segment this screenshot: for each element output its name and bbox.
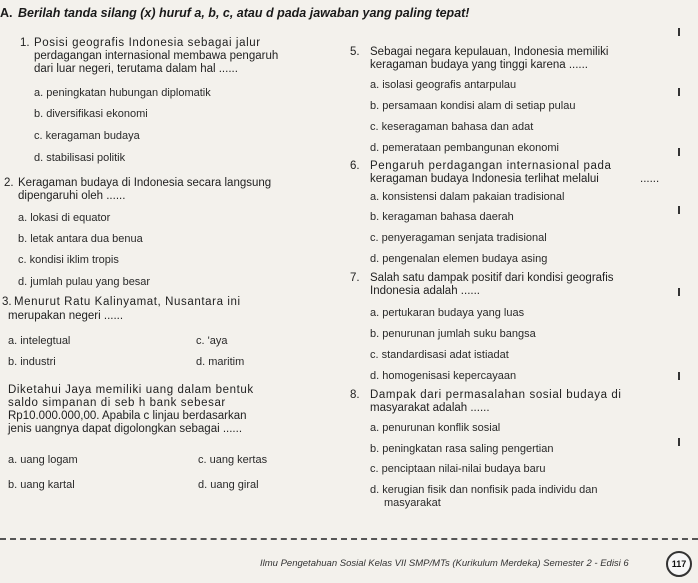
question-1-option-a[interactable]: a. peningkatan hubungan diplomatik	[34, 87, 211, 99]
question-8-option-d[interactable]: d. kerugian fisik dan nonfisik pada individu dan	[370, 484, 598, 496]
question-4-line-1: Diketahui Jaya memiliki uang dalam bentuk	[8, 384, 254, 396]
margin-mark	[678, 288, 680, 296]
question-number-7: 7.	[350, 272, 360, 284]
question-7-option-b[interactable]: b. penurunan jumlah suku bangsa	[370, 328, 536, 340]
margin-mark	[678, 28, 680, 36]
question-3-option-c[interactable]: c. 'aya	[196, 335, 228, 347]
margin-mark	[678, 372, 680, 380]
question-6-option-b[interactable]: b. keragaman bahasa daerah	[370, 211, 514, 223]
question-2-option-b[interactable]: b. letak antara dua benua	[18, 233, 143, 245]
footer-text: Ilmu Pengetahuan Sosial Kelas VII SMP/MTs (Kurikulum Merdeka) Semester 2 - Edisi 6	[260, 558, 629, 569]
question-2-line-2: dipengaruhi oleh ......	[18, 190, 126, 202]
page-number: 117	[666, 551, 692, 577]
margin-mark	[678, 148, 680, 156]
question-5-line-1: Sebagai negara kepulauan, Indonesia memiliki	[370, 46, 609, 58]
question-5-option-b[interactable]: b. persamaan kondisi alam di setiap pulau	[370, 100, 576, 112]
question-6-option-a[interactable]: a. konsistensi dalam pakaian tradisional	[370, 191, 565, 203]
question-6-line-3: ......	[640, 173, 660, 185]
question-8-line-1: Dampak dari permasalahan sosial budaya di	[370, 389, 622, 401]
question-1-line-2: perdagangan internasional membawa pengaruh	[34, 50, 279, 62]
question-3-line-1: Menurut Ratu Kalinyamat, Nusantara ini	[14, 296, 241, 308]
question-7-option-c[interactable]: c. standardisasi adat istiadat	[370, 349, 509, 361]
question-number-8: 8.	[350, 389, 360, 401]
question-8-option-d-continued: masyarakat	[384, 497, 441, 509]
question-2-option-d[interactable]: d. jumlah pulau yang besar	[18, 276, 151, 288]
question-6-option-d[interactable]: d. pengenalan elemen budaya asing	[370, 253, 548, 265]
margin-mark	[678, 206, 680, 214]
question-3-option-b[interactable]: b. industri	[8, 356, 56, 368]
question-7-line-1: Salah satu dampak positif dari kondisi geografis	[370, 272, 614, 284]
question-1-option-c[interactable]: c. keragaman budaya	[34, 130, 140, 142]
question-4-option-b[interactable]: b. uang kartal	[8, 479, 75, 491]
question-number-6: 6.	[350, 160, 360, 172]
question-2-option-c[interactable]: c. kondisi iklim tropis	[18, 254, 119, 266]
question-number-5: 5.	[350, 46, 360, 58]
section-instruction: Berilah tanda silang (x) huruf a, b, c, atau d pada jawaban yang paling tepat!	[18, 6, 470, 20]
question-4-option-c[interactable]: c. uang kertas	[198, 454, 268, 466]
footer-separator	[0, 538, 698, 540]
question-1-line-1: Posisi geografis Indonesia sebagai jalur	[34, 37, 261, 49]
question-8-option-c[interactable]: c. penciptaan nilai-nilai budaya baru	[370, 463, 546, 475]
question-5-option-a[interactable]: a. isolasi geografis antarpulau	[370, 79, 517, 91]
question-6-option-c[interactable]: c. penyeragaman senjata tradisional	[370, 232, 547, 244]
question-1-option-d[interactable]: d. stabilisasi politik	[34, 152, 126, 164]
section-letter: A.	[0, 6, 13, 20]
question-6-line-2: keragaman budaya Indonesia terlihat melalui	[370, 173, 599, 185]
question-7-option-a[interactable]: a. pertukaran budaya yang luas	[370, 307, 525, 319]
margin-mark	[678, 88, 680, 96]
question-3-option-d[interactable]: d. maritim	[196, 356, 245, 368]
question-4-option-a[interactable]: a. uang logam	[8, 454, 78, 466]
question-2-line-1: Keragaman budaya di Indonesia secara langsung	[18, 177, 272, 189]
question-4-line-2: saldo simpanan di seb h bank sebesar	[8, 397, 226, 409]
question-5-option-c[interactable]: c. keseragaman bahasa dan adat	[370, 121, 534, 133]
question-3-option-a[interactable]: a. intelegtual	[8, 335, 71, 347]
question-4-option-d[interactable]: d. uang giral	[198, 479, 259, 491]
question-8-option-a[interactable]: a. penurunan konflik sosial	[370, 422, 501, 434]
question-1-option-b[interactable]: b. diversifikasi ekonomi	[34, 108, 148, 120]
question-8-line-2: masyarakat adalah ......	[370, 402, 490, 414]
question-5-line-2: keragaman budaya yang tinggi karena ......	[370, 59, 589, 71]
question-4-line-4: jenis uangnya dapat digolongkan sebagai ......	[8, 423, 243, 435]
question-7-line-2: Indonesia adalah ......	[370, 285, 480, 297]
question-4-line-3: Rp10.000.000,00. Apabila c linjau berdasarkan	[8, 410, 247, 422]
question-number-3: 3.	[2, 296, 12, 308]
question-7-option-d[interactable]: d. homogenisasi kepercayaan	[370, 370, 517, 382]
question-1-line-3: dari luar negeri, terutama dalam hal ......	[34, 63, 238, 75]
question-8-option-b[interactable]: b. peningkatan rasa saling pengertian	[370, 443, 554, 455]
question-2-option-a[interactable]: a. lokasi di equator	[18, 212, 111, 224]
question-6-line-1: Pengaruh perdagangan internasional pada	[370, 160, 612, 172]
question-number-2: 2.	[4, 177, 14, 189]
margin-mark	[678, 438, 680, 446]
question-3-line-2: merupakan negeri ......	[8, 310, 124, 322]
question-5-option-d[interactable]: d. pemerataan pembangunan ekonomi	[370, 142, 559, 154]
question-number-1: 1.	[20, 37, 30, 49]
